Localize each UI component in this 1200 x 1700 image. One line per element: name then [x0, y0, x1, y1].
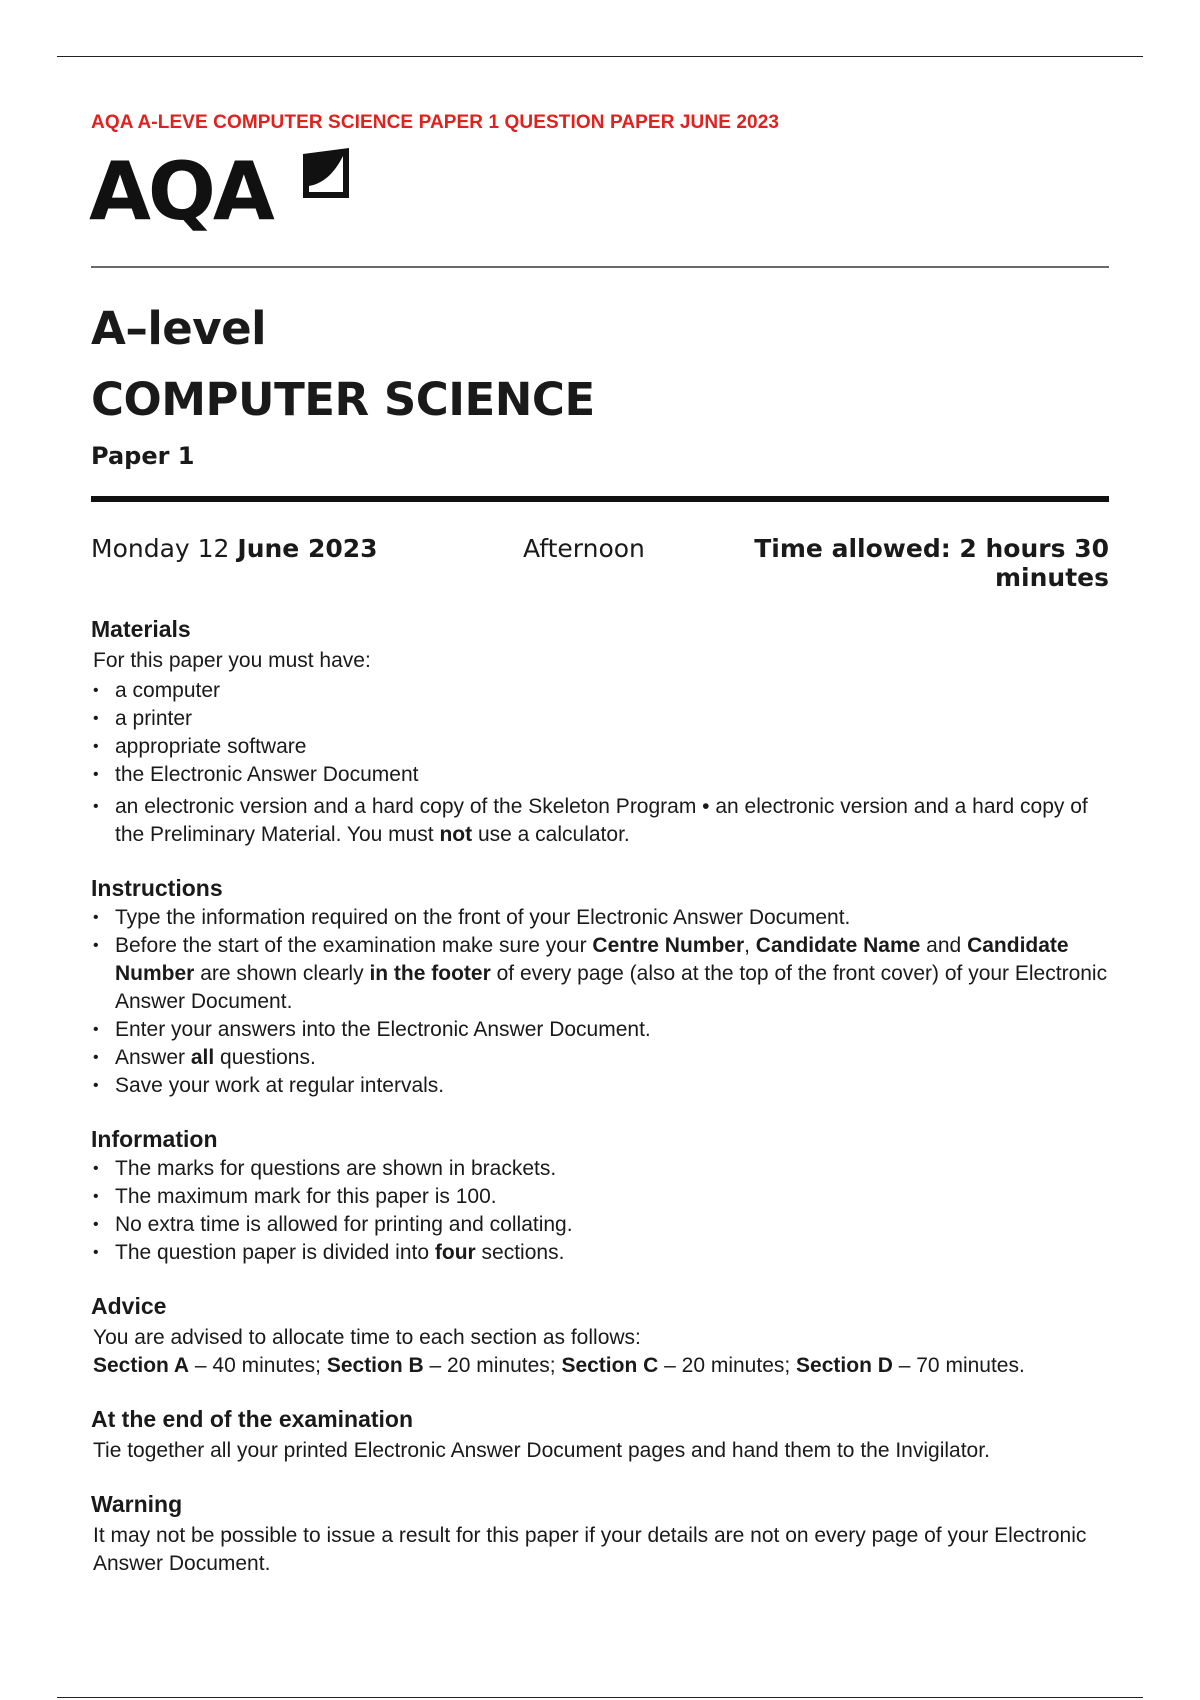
- materials-intro: For this paper you must have:: [93, 649, 371, 672]
- advice-intro: You are advised to allocate time to each section as follows:: [93, 1326, 641, 1349]
- list-item: • Answer all questions.: [91, 1044, 1109, 1072]
- list-item: • Save your work at regular intervals.: [91, 1072, 1109, 1100]
- list-item: • a computer: [91, 677, 1109, 705]
- information-list: [91, 1155, 1109, 1267]
- materials-heading: Materials: [91, 616, 191, 642]
- list-item: • The marks for questions are shown in brackets.: [91, 1155, 1109, 1183]
- materials-section: [91, 616, 1109, 849]
- end-of-exam-section: [91, 1406, 1109, 1465]
- time-allowed: Time allowed: 2 hours 30 minutes: [754, 534, 1109, 592]
- list-item: • The maximum mark for this paper is 100.: [91, 1183, 1109, 1211]
- materials-list: [91, 677, 1109, 849]
- list-item: • a printer: [91, 705, 1109, 733]
- advice-heading: Advice: [91, 1293, 167, 1319]
- warning-section: [91, 1491, 1109, 1578]
- instructions-section: [91, 875, 1109, 1100]
- warning-text: It may not be possible to issue a result for this paper if your details are not on every page of your Electronic Answer Document.: [93, 1524, 1087, 1575]
- advice-allocation: Section A – 40 minutes; Section B – 20 minutes; Section C – 20 minutes; Section D – 70 minutes.: [93, 1354, 1025, 1377]
- subject-title: COMPUTER SCIENCE: [91, 373, 595, 426]
- exam-details-row: [91, 534, 1109, 592]
- list-item: • Type the information required on the front of your Electronic Answer Document.: [91, 904, 1109, 932]
- instructions-list: [91, 904, 1109, 1100]
- exam-cover-page: [91, 112, 1109, 1578]
- exam-session: Afternoon: [523, 534, 645, 563]
- exam-date: Monday 12 June 2023: [91, 534, 378, 563]
- thick-divider: [91, 496, 1109, 502]
- list-item: • The question paper is divided into four sections.: [91, 1239, 1109, 1267]
- information-heading: Information: [91, 1126, 218, 1152]
- top-rule: [57, 56, 1143, 57]
- aqa-logo-mark-icon: [299, 146, 355, 204]
- list-item: • the Electronic Answer Document: [91, 761, 1109, 789]
- aqa-logo-text: AQA: [89, 145, 272, 238]
- qualification-level: A–level: [91, 302, 267, 355]
- paper-number: Paper 1: [91, 442, 195, 470]
- list-item: • an electronic version and a hard copy of the Skeleton Program • an electronic version and a hard copy of the Preliminary Material. You must not use a calculator.: [91, 793, 1109, 849]
- document-title: AQA A-LEVE COMPUTER SCIENCE PAPER 1 QUESTION PAPER JUNE 2023: [91, 112, 780, 133]
- information-section: [91, 1126, 1109, 1267]
- list-item: • appropriate software: [91, 733, 1109, 761]
- bottom-rule: [57, 1697, 1143, 1698]
- instructions-heading: Instructions: [91, 875, 223, 901]
- list-item: • No extra time is allowed for printing and collating.: [91, 1211, 1109, 1239]
- end-of-exam-heading: At the end of the examination: [91, 1406, 414, 1432]
- divider: [91, 266, 1109, 268]
- warning-heading: Warning: [91, 1491, 183, 1517]
- end-of-exam-text: Tie together all your printed Electronic Answer Document pages and hand them to the Invigilator.: [93, 1439, 990, 1462]
- list-item: • Before the start of the examination make sure your Centre Number, Candidate Name and Candidate Number are shown clearly in the footer of every page (also at the top of the front cover) of your Electronic Answer Document.: [91, 932, 1109, 1016]
- list-item: • Enter your answers into the Electronic Answer Document.: [91, 1016, 1109, 1044]
- aqa-logo: [91, 144, 361, 242]
- advice-section: [91, 1293, 1109, 1380]
